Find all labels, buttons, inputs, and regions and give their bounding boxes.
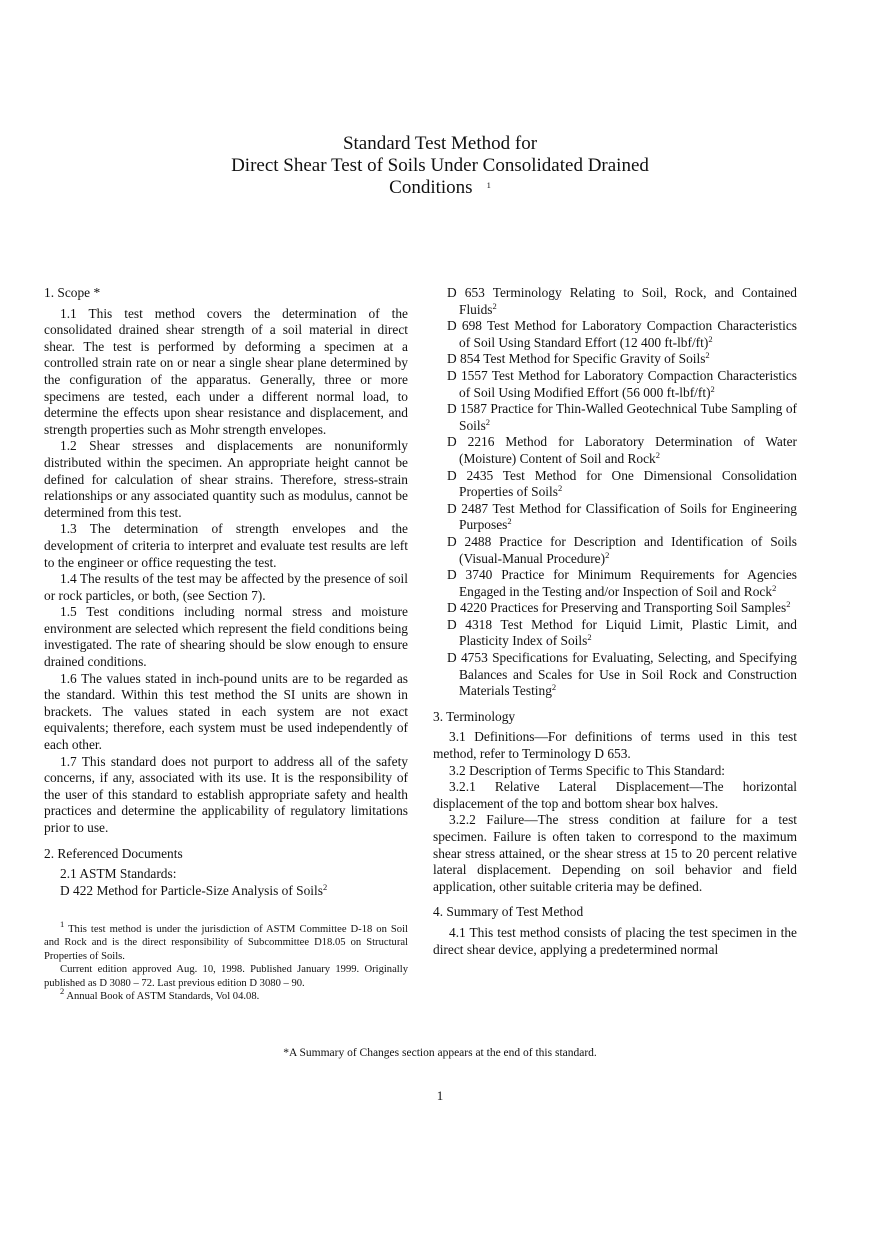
right-column: [433, 285, 797, 958]
paragraph-1-2: 1.2 Shear stresses and displacements are nonuniformly distributed within the specimen. An appropriate height cannot be defined for calculation of shear strains. Therefore, stress-strain relationships or any associated quantity such as modulus, cannot be determined from this test.: [44, 438, 408, 520]
paragraph-1-1: 1.1 This test method covers the determination of the consolidated drained shear strength of a soil material in direct shear. The test is performed by deforming a specimen at a controlled strain rate on or near a single shear plane determined by the configuration of the apparatus. Generally, three or more specimens are tested, each under a different normal load, to determine the effects upon shear resistance and displacement, and strength properties such as Mohr strength envelopes.: [44, 305, 408, 437]
reference-item: D 4753 Specifications for Evaluating, Selecting, and Specifying Balances and Scales for Use in Soil Rock and Construction Materials Testing$^2$: [447, 650, 797, 699]
summary-of-changes-note: *A Summary of Changes section appears at the end of this standard.: [283, 1047, 597, 1059]
paragraph-1-7: 1.7 This standard does not purport to address all of the safety concerns, if any, associated with its use. It is the responsibility of the user of this standard to establish appropriate safety and health practices and determine the applicability of regulatory limitations prior to use.: [44, 753, 408, 835]
footnote-1: $^1$ This test method is under the jurisdiction of ASTM Committee D-18 on Soil and Rock and is the direct responsibility of Subcommittee D18.05 on Structural Properties of Soils.: [44, 919, 408, 962]
paragraph-3-1: 3.1 Definitions—For definitions of terms used in this test method, refer to Terminology D 653.: [433, 729, 797, 762]
paragraph-3-2-2: 3.2.2 Failure—The stress condition at failure for a test specimen. Failure is often taken to correspond to the maximum shear stress attained, or the shear stress at 15 to 20 percent relative lateral displacement. Depending on soil behavior and field application, other suitable criteria may be defined.: [433, 812, 797, 894]
reference-item: D 2488 Practice for Description and Identification of Soils (Visual-Manual Procedure)$^2$: [447, 533, 797, 566]
title-line-2: Direct Shear Test of Soils Under Consolidated Drained: [231, 155, 649, 176]
reference-item: D 2216 Method for Laboratory Determination of Water (Moisture) Content of Soil and Rock$^2$: [447, 434, 797, 466]
section-heading-summary: 4. Summary of Test Method: [433, 904, 584, 920]
footnote-1-edition: Current edition approved Aug. 10, 1998. Published January 1999. Originally published as D 3080 – 72. Last previous edition D 3080 – 90.: [44, 964, 408, 989]
reference-d422: D 422 Method for Particle-Size Analysis of Soils$^2$: [60, 881, 328, 898]
reference-item: D 1557 Test Method for Laboratory Compaction Characteristics of Soil Using Modified Effort (56 000 ft-lbf/ft)$^2$: [447, 367, 797, 400]
reference-item: D 2435 Test Method for One Dimensional Consolidation Properties of Soils$^2$: [447, 467, 797, 500]
reference-list: [433, 285, 797, 700]
left-column: [44, 285, 408, 899]
section-heading-terminology: 3. Terminology: [433, 708, 516, 724]
reference-item: D 653 Terminology Relating to Soil, Rock, and Contained Fluids$^2$: [447, 285, 797, 317]
section-heading-referenced-documents: 2. Referenced Documents: [44, 845, 183, 861]
reference-item: D 2487 Test Method for Classification of Soils for Engineering Purposes$^2$: [447, 500, 797, 533]
paragraph-1-6: 1.6 The values stated in inch-pound units are to be regarded as the standard. Within this test method the SI units are shown in brackets. The values stated in each system are not exact equivalents; therefore, each system must be used independently of each other.: [44, 670, 408, 753]
reference-item: D 4318 Test Method for Liquid Limit, Plastic Limit, and Plasticity Index of Soils$^2$: [447, 616, 797, 649]
paragraph-1-4: 1.4 The results of the test may be affected by the presence of soil or rock particles, or both, (see Section 7).: [44, 571, 408, 603]
reference-item: D 854 Test Method for Specific Gravity of Soils$^2$: [447, 350, 710, 367]
paragraph-1-3: 1.3 The determination of strength envelopes and the development of criteria to interpret and evaluate test results are left to the engineer or office requesting the test.: [44, 521, 408, 570]
paragraph-4-1: 4.1 This test method consists of placing the test specimen in the direct shear device, applying a predetermined normal: [433, 924, 797, 957]
paragraph-1-5: 1.5 Test conditions including normal stress and moisture environment are selected which represent the field conditions being investigated. The rate of shearing should be slow enough to ensure drained conditions.: [44, 604, 408, 670]
paragraph-3-2: 3.2 Description of Terms Specific to This Standard:: [449, 762, 726, 778]
reference-item: D 4220 Practices for Preserving and Transporting Soil Samples$^2$: [447, 599, 791, 616]
document-title: [0, 133, 880, 199]
footnote-2: $^2$ Annual Book of ASTM Standards, Vol 04.08.: [60, 986, 260, 1003]
footnotes: [44, 919, 408, 1003]
reference-item: D 1587 Practice for Thin-Walled Geotechnical Tube Sampling of Soils$^2$: [447, 401, 797, 433]
page-number: 1: [436, 1088, 444, 1103]
paragraph-3-2-1: 3.2.1 Relative Lateral Displacement—The horizontal displacement of the top and bottom shear box halves.: [433, 779, 797, 811]
title-line-1: Standard Test Method for: [342, 133, 538, 154]
reference-item: D 698 Test Method for Laboratory Compaction Characteristics of Soil Using Standard Effort (12 400 ft-lbf/ft)$^2$: [447, 318, 797, 350]
title-line-3: Conditions $^1$: [389, 177, 491, 198]
reference-item: D 3740 Practice for Minimum Requirements for Agencies Engaged in the Testing and/or Inspection of Soil and Rock$^2$: [447, 567, 797, 599]
title-footnote-mark: 1: [486, 180, 491, 190]
astm-standards-subheading: 2.1 ASTM Standards:: [60, 866, 177, 882]
section-heading-scope: 1. Scope *: [44, 285, 101, 300]
